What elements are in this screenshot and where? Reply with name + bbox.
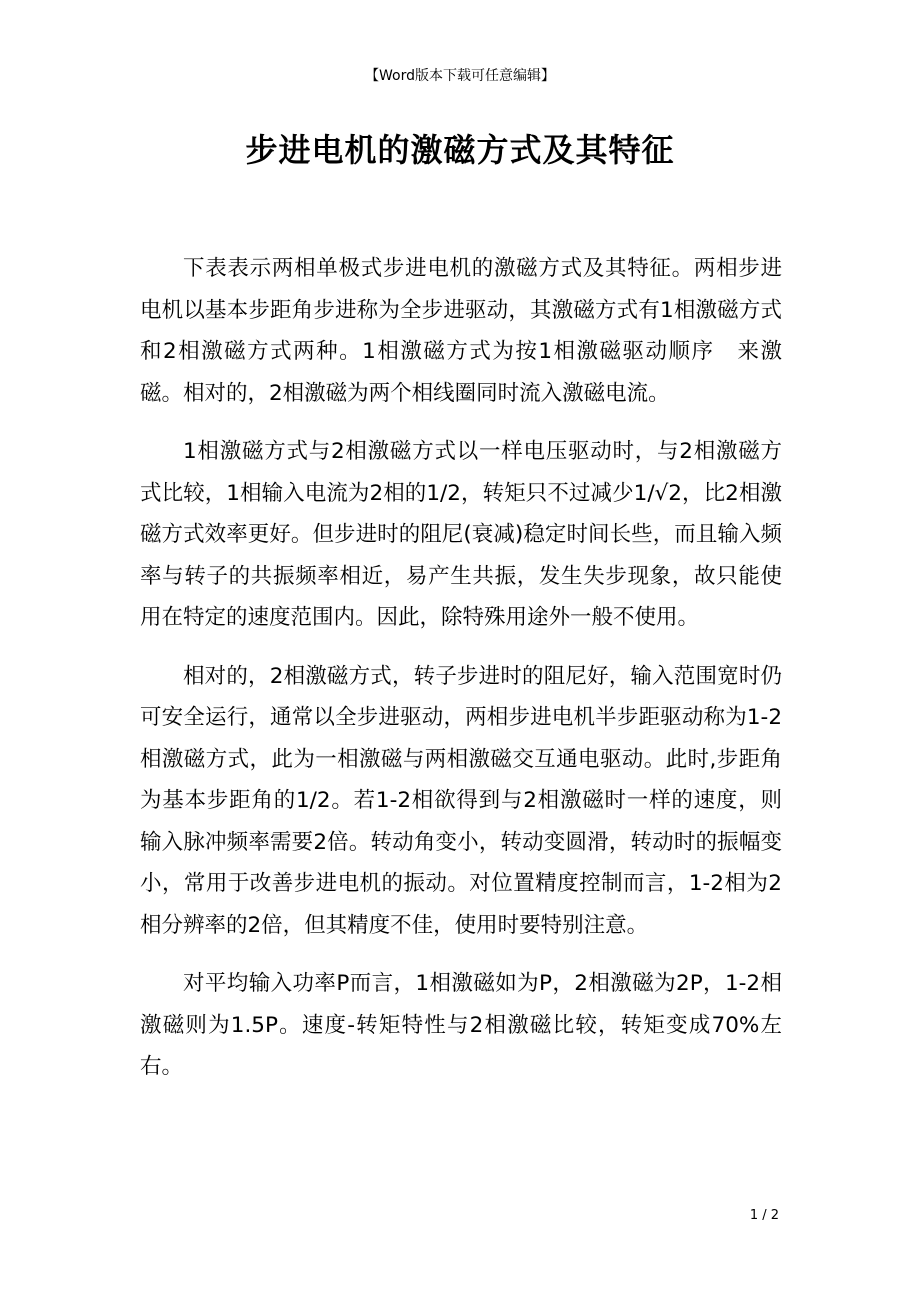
document-body [140,248,782,1105]
header-note: 【Word版本下载可任意编辑】 [365,68,555,84]
page-number: 1 / 2 [749,1208,779,1223]
paragraph-3: 相对的，2相激磁方式，转子步进时的阻尼好，输入范围宽时仍可安全运行，通常以全步进驱动，两相步进电机半步距驱动称为1-2相激磁方式，此为一相激磁与两相激磁交互通电驱动。此时,步距角为基本步距角的1/2。若1-2相欲得到与2相激磁时一样的速度，则输入脉冲频率需要2倍。转动角变小，转动变圆滑，转动时的振幅变小，常用于改善步进电机的振动。对位置精度控制而言，1-2相为2相分辨率的2倍，但其精度不佳，使用时要特别注意。 [140,663,782,938]
paragraph-1: 下表表示两相单极式步进电机的激磁方式及其特征。两相步进电机以基本步距角步进称为全步进驱动，其激磁方式有1相激磁方式和2相激磁方式两种。1相激磁方式为按1相激磁驱动顺序 来激磁。相对的，2相激磁为两个相线圈同时流入激磁电流。 [140,256,782,406]
paragraph-2: 1相激磁方式与2相激磁方式以一样电压驱动时，与2相激磁方式比较，1相输入电流为2相的1/2，转矩只不过减少1/√2，比2相激磁方式效率更好。但步进时的阻尼(衰减)稳定时间长些，而且输入频率与转子的共振频率相近，易产生共振，发生失步现象，故只能使用在特定的速度范围内。因此，除特殊用途外一般不使用。 [140,439,782,630]
document-title: 步进电机的激磁方式及其特征 [245,131,675,169]
paragraph-4: 对平均输入功率P而言，1相激磁如为P，2相激磁为2P，1-2相激磁则为1.5P。速度-转矩特性与2相激磁比较，转矩变成70%左右。 [140,971,782,1079]
